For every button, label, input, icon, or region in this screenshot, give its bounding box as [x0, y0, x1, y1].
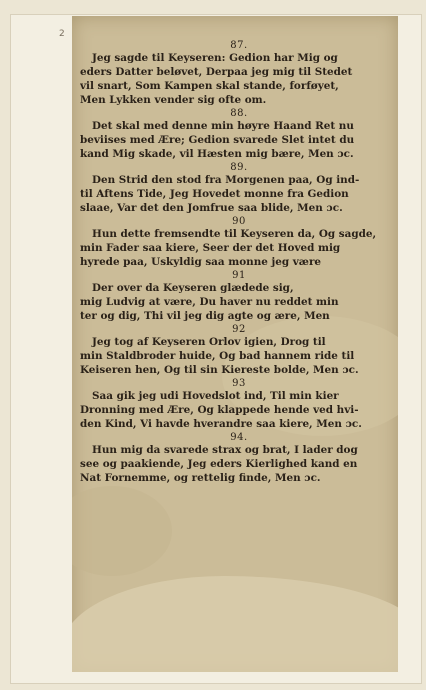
stanza-number: 93: [232, 378, 246, 389]
verse-line: vil snart, Som Kampen skal stande, forføyet,: [80, 80, 339, 92]
verse-line: Den Strid den stod fra Morgenen paa, Og ind-: [92, 174, 360, 186]
stanza-number: 94.: [230, 432, 248, 443]
verse-line: Saa gik jeg udi Hovedslot ind, Til min kier: [92, 390, 339, 402]
stanza: [80, 40, 398, 107]
verse-line: Jeg sagde til Keyseren: Gedion har Mig og: [92, 52, 338, 64]
verse-line: min Fader saa kiere, Seer der det Hoved mig: [80, 242, 341, 254]
water-stain: [72, 486, 172, 576]
verse-line: Det skal med denne min høyre Haand Ret nu: [92, 120, 354, 132]
verse-line: min Staldbroder huide, Og bad hannem ride til: [80, 350, 355, 362]
verse-line: Nat Fornemme, og rettelig finde, Men ɔc.: [80, 472, 321, 484]
verse-line: slaae, Var det den Jomfrue saa blide, Men ɔc.: [80, 202, 343, 214]
verse-line: eders Datter beløvet, Derpaa jeg mig til Stedet: [80, 66, 353, 78]
stanza-number: 89.: [230, 162, 248, 173]
verse-line: Men Lykken vender sig ofte om.: [80, 94, 267, 106]
verse-line: til Aftens Tide, Jeg Hovedet monne fra Gedion: [80, 188, 349, 200]
stanza-number: 87.: [230, 40, 248, 51]
verse-line: mig Ludvig at være, Du haver nu reddet min: [80, 296, 339, 308]
stanza: [80, 216, 398, 269]
printed-leaf: [72, 16, 398, 672]
verse-line: see og paakiende, Jeg eders Kierlighed kand en: [80, 458, 358, 470]
stanza: [80, 270, 398, 323]
stanza-number: 88.: [230, 108, 248, 119]
stanza: [80, 108, 398, 161]
stanza: [80, 432, 398, 485]
verse-line: beviises med Ære; Gedion svarede Slet intet du: [80, 134, 355, 146]
verse-line: ter og dig, Thi vil jeg dig agte og ære, Men: [80, 310, 330, 322]
verse-line: Dronning med Ære, Og klappede hende ved hvi-: [80, 404, 359, 416]
stanza-number: 90: [232, 216, 246, 227]
verse-line: Hun mig da svarede strax og brat, I lader dog: [92, 444, 358, 456]
verse-line: Jeg tog af Keyseren Orlov igien, Drog til: [92, 336, 326, 348]
verse-line: den Kind, Vi havde hverandre saa kiere, Men ɔc.: [80, 418, 362, 430]
stanza-number: 91: [232, 270, 246, 281]
stanza: [80, 162, 398, 215]
verse-line: hyrede paa, Uskyldig saa monne jeg være: [80, 256, 322, 268]
verse-line: Keiseren hen, Og til sin Kiereste bolde, Men ɔc.: [80, 364, 359, 376]
verse-line: kand Mig skade, vil Hæsten mig bære, Men ɔc.: [80, 148, 354, 160]
song-text: [80, 40, 398, 486]
stanza: [80, 324, 398, 377]
corner-mark: 2: [59, 29, 65, 39]
verse-line: Der over da Keyseren glædede sig,: [92, 282, 294, 294]
stanza: [80, 378, 398, 431]
verse-line: Hun dette fremsendte til Keyseren da, Og sagde,: [92, 228, 377, 240]
water-stain: [72, 576, 398, 672]
stanza-number: 92: [232, 324, 246, 335]
